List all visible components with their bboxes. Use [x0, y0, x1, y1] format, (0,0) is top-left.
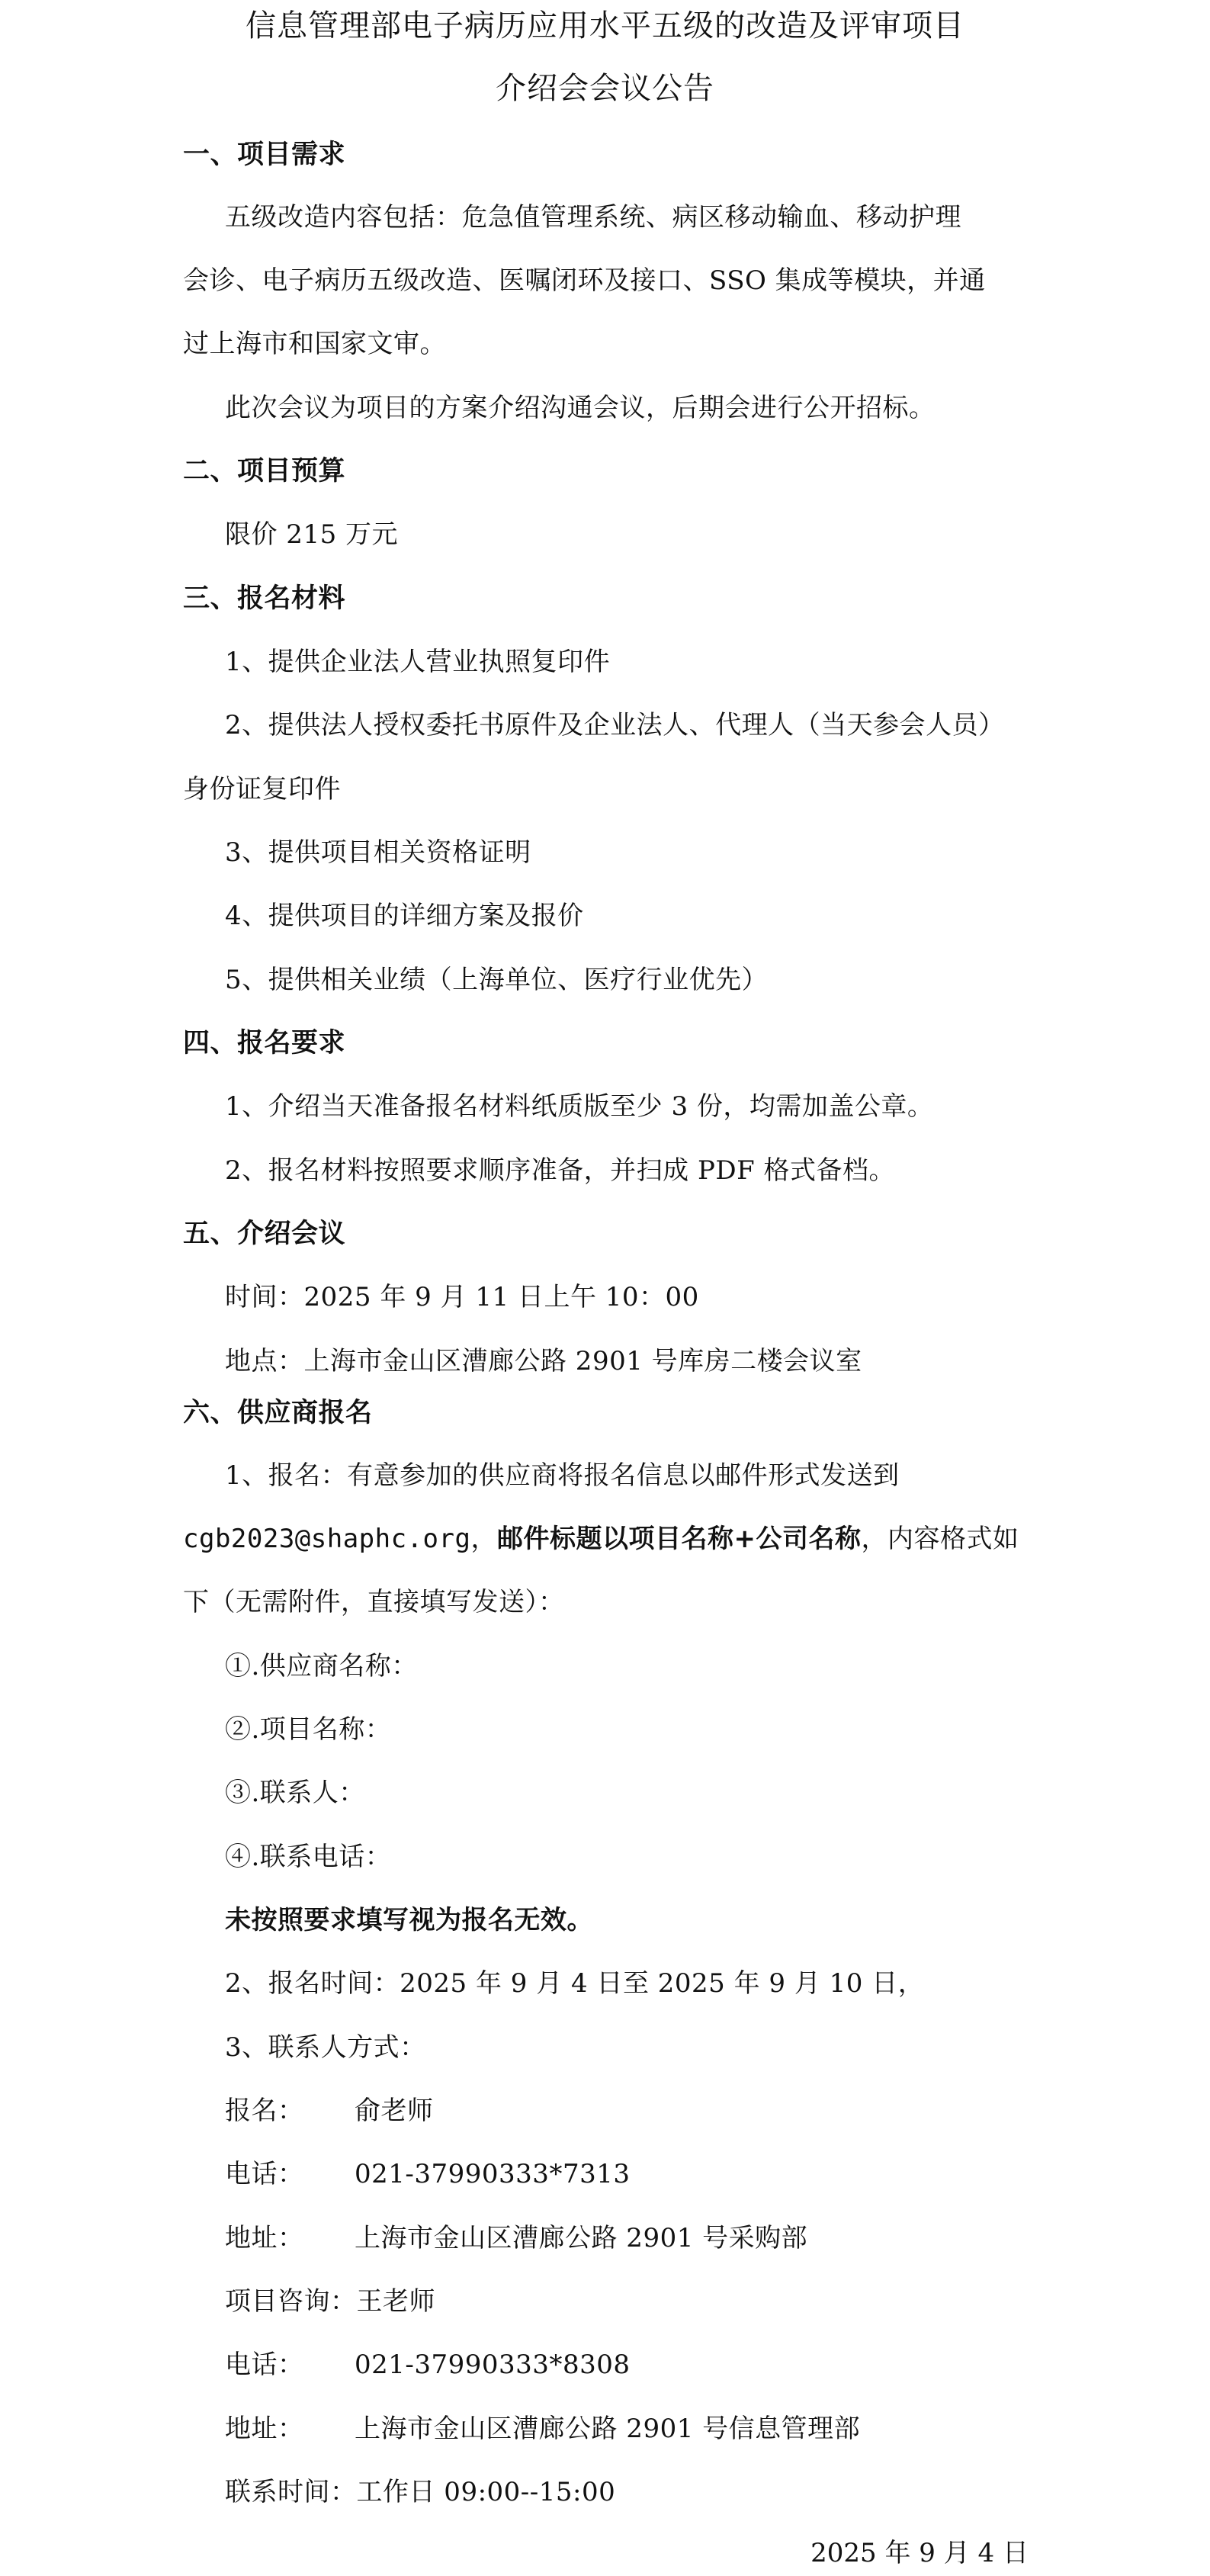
contact-consult: 项目咨询：王老师: [225, 2286, 435, 2317]
section-2-heading: 二、项目预算: [183, 456, 346, 487]
meeting-place: 地点：上海市金山区漕廊公路 2901 号库房二楼会议室: [225, 1346, 862, 1376]
contact-signup-address-label: 地址：: [225, 2223, 304, 2253]
material-item-3: 3、提供项目相关资格证明: [225, 837, 531, 868]
contact-signup-value: 俞老师: [355, 2096, 434, 2126]
contact-signup-address-value: 上海市金山区漕廊公路 2901 号采购部: [355, 2223, 808, 2253]
signup-item-1-separator: ，: [470, 1524, 497, 1554]
contact-methods-heading: 3、联系人方式：: [225, 2032, 426, 2063]
contact-signup: [225, 2093, 434, 2128]
contact-consult-phone-label: 电话：: [225, 2350, 304, 2380]
contact-hours: 联系时间：工作日 09:00--15:00: [225, 2477, 616, 2507]
section-1-paragraph-2: 此次会议为项目的方案介绍沟通会议，后期会进行公开招标。: [225, 393, 936, 423]
format-field-supplier-name: ①.供应商名称：: [225, 1651, 418, 1681]
signup-email-link[interactable]: cgb2023@shaphc.org: [183, 1524, 471, 1554]
contact-signup-phone-label: 电话：: [225, 2159, 304, 2189]
material-item-4: 4、提供项目的详细方案及报价: [225, 901, 584, 931]
invalid-signup-warning: 未按照要求填写视为报名无效。: [225, 1905, 593, 1935]
budget-limit: 限价 215 万元: [225, 519, 399, 550]
contact-signup-label: 报名：: [225, 2096, 304, 2126]
notice-date: 2025 年 9 月 4 日: [810, 2538, 1029, 2568]
signup-item-1-line-3: 下（无需附件，直接填写发送）：: [183, 1587, 565, 1617]
contact-signup-address: [225, 2221, 807, 2256]
section-1-paragraph-1-line-1: 五级改造内容包括：危急值管理系统、病区移动输血、移动护理: [225, 202, 961, 233]
document-title-line-1: 信息管理部电子病历应用水平五级的改造及评审项目: [246, 8, 964, 43]
meeting-time: 时间：2025 年 9 月 11 日上午 10：00: [225, 1282, 699, 1312]
material-item-2-line-1: 2、提供法人授权委托书原件及企业法人、代理人（当天参会人员）: [225, 710, 1005, 740]
section-3-heading: 三、报名材料: [183, 583, 346, 614]
section-6-heading: 六、供应商报名: [183, 1398, 373, 1428]
contact-consult-address-label: 地址：: [225, 2414, 304, 2444]
requirement-item-1: 1、介绍当天准备报名材料纸质版至少 3 份，均需加盖公章。: [225, 1091, 934, 1122]
signup-item-1-line-1: 1、报名：有意参加的供应商将报名信息以邮件形式发送到: [225, 1460, 900, 1491]
section-4-heading: 四、报名要求: [183, 1028, 346, 1058]
contact-consult-phone-value: 021-37990333*8308: [355, 2350, 631, 2380]
material-item-5: 5、提供相关业绩（上海单位、医疗行业优先）: [225, 965, 769, 995]
contact-consult-address-value: 上海市金山区漕廊公路 2901 号信息管理部: [355, 2414, 861, 2444]
contact-consult-address: [225, 2411, 860, 2446]
format-field-project-name: ②.项目名称：: [225, 1714, 392, 1745]
section-1-paragraph-1-line-2: 会诊、电子病历五级改造、医嘱闭环及接口、SSO 集成等模块，并通: [183, 265, 986, 296]
requirement-item-2: 2、报名材料按照要求顺序准备，并扫成 PDF 格式备档。: [225, 1155, 895, 1186]
format-field-contact-person: ③.联系人：: [225, 1778, 365, 1808]
material-item-1: 1、提供企业法人营业执照复印件: [225, 647, 611, 677]
document-title-line-2: 介绍会会议公告: [496, 71, 714, 106]
format-field-contact-phone: ④.联系电话：: [225, 1842, 392, 1872]
contact-signup-phone: [225, 2157, 630, 2192]
signup-period: 2、报名时间：2025 年 9 月 4 日至 2025 年 9 月 10 日，: [225, 1968, 925, 1999]
section-5-heading: 五、介绍会议: [183, 1219, 346, 1249]
material-item-2-line-2: 身份证复印件: [183, 774, 341, 805]
contact-consult-phone: [225, 2347, 630, 2382]
email-subject-rule: 邮件标题以项目名称+公司名称: [496, 1524, 862, 1554]
signup-item-1-line-2-tail: ，内容格式如: [861, 1524, 1019, 1554]
section-1-paragraph-1-line-3: 过上海市和国家文审。: [183, 329, 446, 359]
section-1-heading: 一、项目需求: [183, 140, 346, 170]
signup-item-1-line-2: [183, 1521, 1019, 1556]
contact-signup-phone-value: 021-37990333*7313: [355, 2159, 631, 2189]
